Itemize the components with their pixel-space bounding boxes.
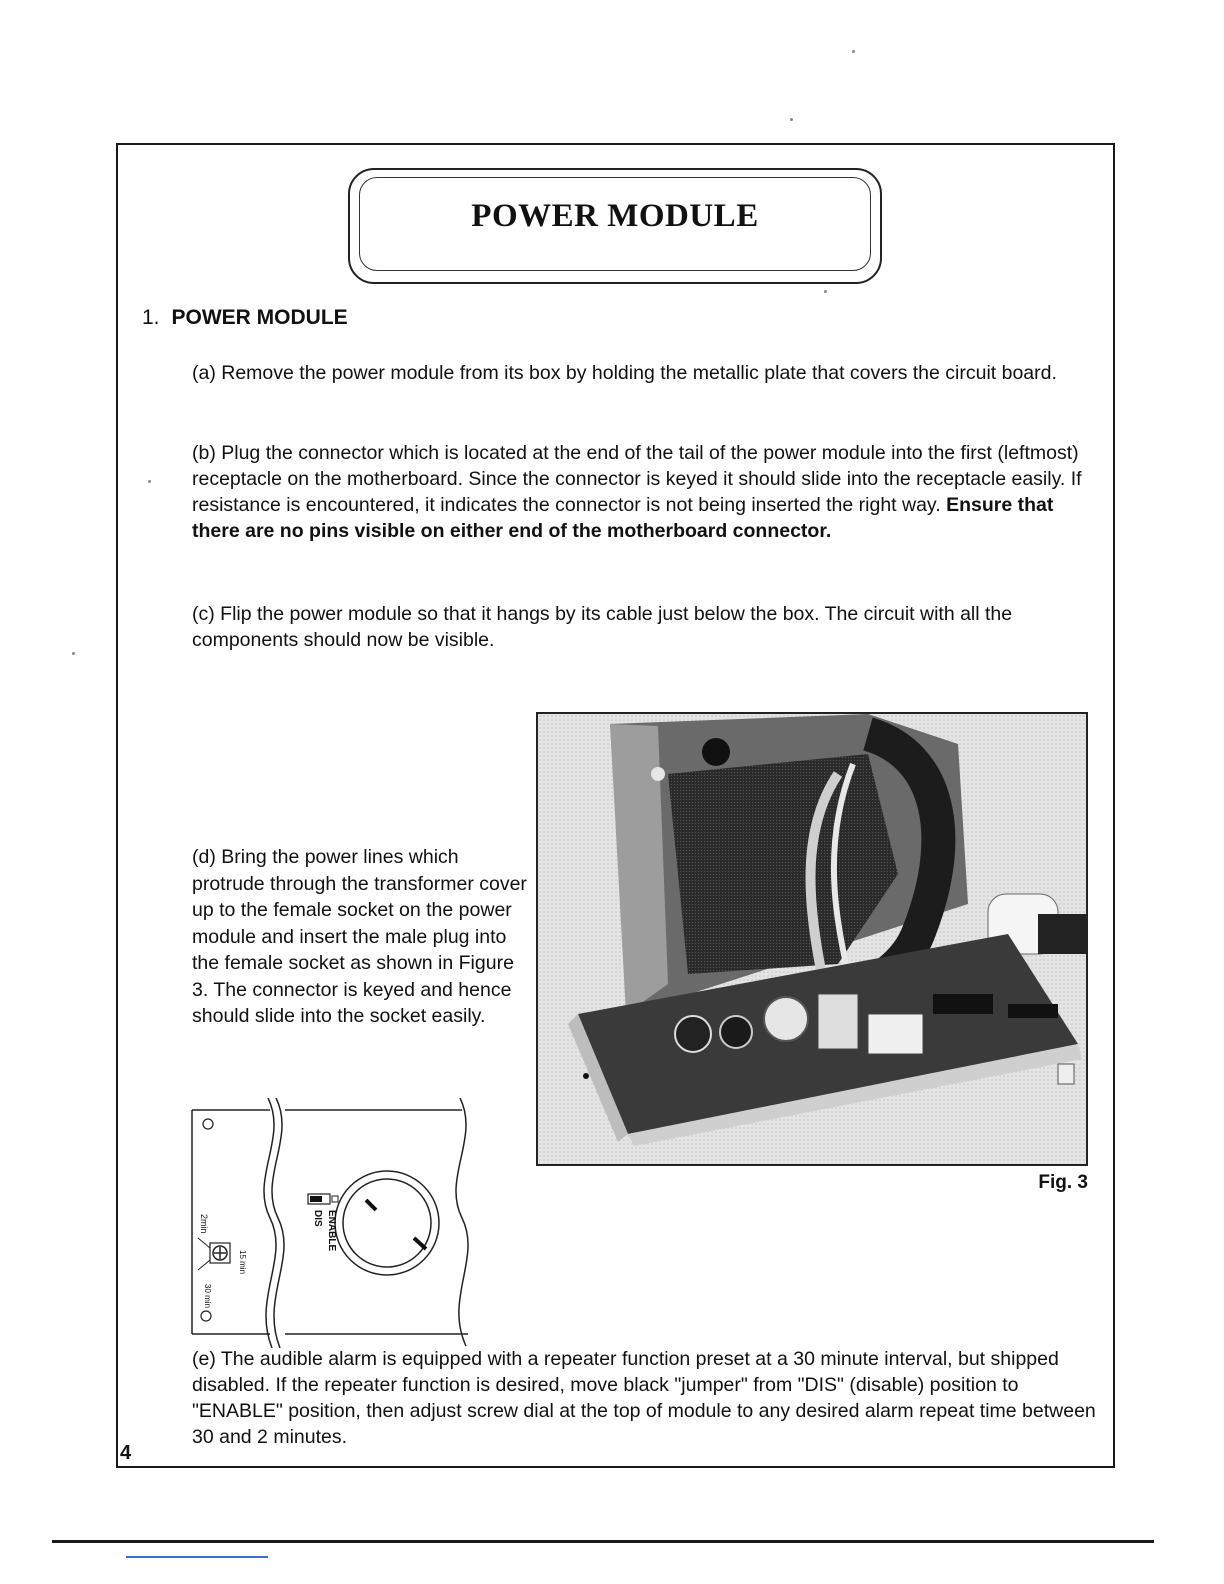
step-c-paragraph: (c) Flip the power module so that it hangs by its cable just below the box. The circuit with all the components should now be visible. bbox=[192, 603, 1013, 651]
section-number: 1. bbox=[142, 306, 160, 329]
scan-speck bbox=[824, 290, 827, 293]
bottom-rule-accent bbox=[126, 1556, 268, 1558]
step-b-paragraph bbox=[192, 440, 1092, 544]
scan-speck bbox=[790, 118, 793, 121]
alarm-module-diagram bbox=[190, 1098, 490, 1348]
figure-3-photo bbox=[536, 712, 1088, 1166]
page-number: 4 bbox=[120, 1442, 132, 1464]
section-heading-text: POWER MODULE bbox=[171, 306, 348, 329]
page-title: POWER MODULE bbox=[471, 198, 759, 234]
enable-label: ENABLE bbox=[326, 1210, 337, 1252]
figure-caption: Fig. 3 bbox=[1038, 1172, 1088, 1193]
step-e-paragraph: (e) The audible alarm is equipped with a repeater function preset at a 30 minute interval, but shipped disabled. If the repeater function is desired, move black "jumper" from "DIS" (disable) position to "ENABLE" position, then adjust screw dial at the top of module to any desired alarm repeat time between 30 and 2 minutes. bbox=[192, 1348, 1096, 1448]
step-a-paragraph: (a) Remove the power module from its box by holding the metallic plate that covers the circuit board. bbox=[192, 362, 1057, 384]
scan-speck bbox=[72, 652, 75, 655]
jumper-and-dial-diagram bbox=[190, 1098, 490, 1348]
bottom-rule bbox=[52, 1540, 1154, 1543]
scan-speck bbox=[852, 50, 855, 53]
dis-label: DIS bbox=[312, 1210, 323, 1227]
step-b-warning: Ensure that there are no pins visible on either end of the motherboard connector. bbox=[192, 494, 1054, 542]
step-d-paragraph: (d) Bring the power lines which protrude through the transformer cover up to the female socket on the power module and insert the male plug into the female socket as shown in Figure 3. The connector is keyed and hence should slide into the socket easily. bbox=[192, 846, 527, 1027]
power-module-photo-illustration bbox=[538, 714, 1086, 1164]
section-heading bbox=[142, 306, 348, 330]
label-30min: 30 min bbox=[203, 1284, 212, 1309]
scan-speck bbox=[148, 480, 151, 483]
step-b-text: (b) Plug the connector which is located at the end of the tail of the power module into the first (leftmost) receptacle on the motherboard. Since the connector is keyed it should slide into the receptacle easily. If resistance is encountered, it indicates the connector is not being inserted the right way. bbox=[192, 442, 1082, 516]
label-2min: 2min bbox=[199, 1214, 209, 1234]
label-15min: 15 min bbox=[238, 1250, 247, 1275]
